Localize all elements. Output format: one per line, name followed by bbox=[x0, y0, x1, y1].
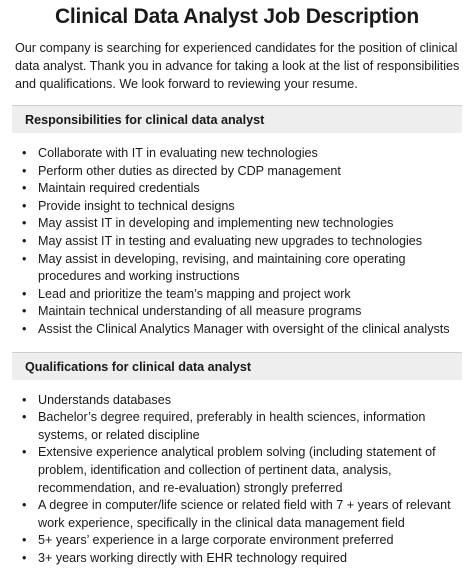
list-item-text: Extensive experience analytical problem solving (including statement of problem, identification and collection of pertinent data, analysis, recommendation, and re-evaluation) strongly preferred bbox=[38, 445, 436, 495]
list-item bbox=[12, 215, 462, 233]
bullet-icon: • bbox=[22, 251, 27, 266]
list-item bbox=[12, 145, 462, 163]
list-item-text: 3+ years working directly with EHR technology required bbox=[38, 550, 348, 565]
bullet-icon: • bbox=[22, 410, 27, 425]
bullet-icon: • bbox=[22, 181, 27, 196]
list-item-text: Maintain required credentials bbox=[38, 181, 200, 196]
list-item-text: Understands databases bbox=[38, 392, 172, 407]
list-item-text: May assist in developing, revising, and maintaining core operating procedures and working instructions bbox=[38, 251, 406, 284]
list-item bbox=[12, 409, 462, 444]
bullet-icon: • bbox=[22, 233, 27, 248]
bullet-icon: • bbox=[22, 550, 27, 565]
bullet-icon: • bbox=[22, 392, 27, 407]
bullet-icon: • bbox=[22, 198, 27, 213]
list-item bbox=[12, 163, 462, 181]
list-item bbox=[12, 532, 462, 550]
list-item-text: A degree in computer/life science or related field with 7 + years of relevant work experience, specifically in the clinical data management field bbox=[38, 498, 451, 530]
bullet-icon: • bbox=[22, 533, 27, 548]
list-item-text: May assist IT in testing and evaluating new upgrades to technologies bbox=[38, 233, 423, 248]
bullet-icon: • bbox=[22, 498, 27, 513]
responsibilities-heading: Responsibilities for clinical data analyst bbox=[12, 105, 462, 133]
list-item bbox=[12, 303, 462, 321]
list-item bbox=[12, 233, 462, 251]
bullet-icon: • bbox=[22, 445, 27, 460]
qualifications-heading: Qualifications for clinical data analyst bbox=[12, 352, 462, 380]
list-item-text: Collaborate with IT in evaluating new technologies bbox=[38, 146, 318, 160]
list-item-text: Provide insight to technical designs bbox=[38, 198, 235, 213]
list-item-text: 5+ years’ experience in a large corporate environment preferred bbox=[38, 533, 394, 548]
list-item bbox=[12, 180, 462, 198]
list-item-text: Bachelor’s degree required, preferably in health sciences, information systems, or related discipline bbox=[38, 410, 426, 442]
bullet-icon: • bbox=[22, 286, 27, 301]
bullet-icon: • bbox=[22, 321, 27, 336]
page-title: Clinical Data Analyst Job Description bbox=[54, 5, 420, 28]
intro-paragraph: Our company is searching for experienced candidates for the position of clinical data analyst. Thank you in advance for taking a look at the list of responsibilities and qualifications. We look forward to reviewing your resume. bbox=[15, 41, 460, 91]
bullet-icon: • bbox=[22, 163, 27, 178]
list-item bbox=[12, 321, 462, 339]
bullet-icon: • bbox=[22, 146, 27, 160]
bullet-icon: • bbox=[22, 216, 27, 231]
list-item bbox=[12, 198, 462, 216]
list-item bbox=[12, 251, 462, 286]
list-item-text: Lead and prioritize the team’s mapping and project work bbox=[38, 286, 351, 301]
list-item bbox=[12, 392, 462, 410]
list-item bbox=[12, 286, 462, 304]
bullet-icon: • bbox=[22, 304, 27, 319]
list-item-text: Perform other duties as directed by CDP management bbox=[38, 163, 341, 178]
responsibilities-list bbox=[12, 145, 462, 339]
list-item-text: Assist the Clinical Analytics Manager with oversight of the clinical analysts bbox=[38, 321, 450, 336]
qualifications-list bbox=[12, 392, 462, 568]
list-item bbox=[12, 497, 462, 532]
list-item bbox=[12, 550, 462, 568]
list-item bbox=[12, 444, 462, 497]
list-item-text: Maintain technical understanding of all measure programs bbox=[38, 304, 362, 319]
list-item-text: May assist IT in developing and implementing new technologies bbox=[38, 216, 394, 231]
